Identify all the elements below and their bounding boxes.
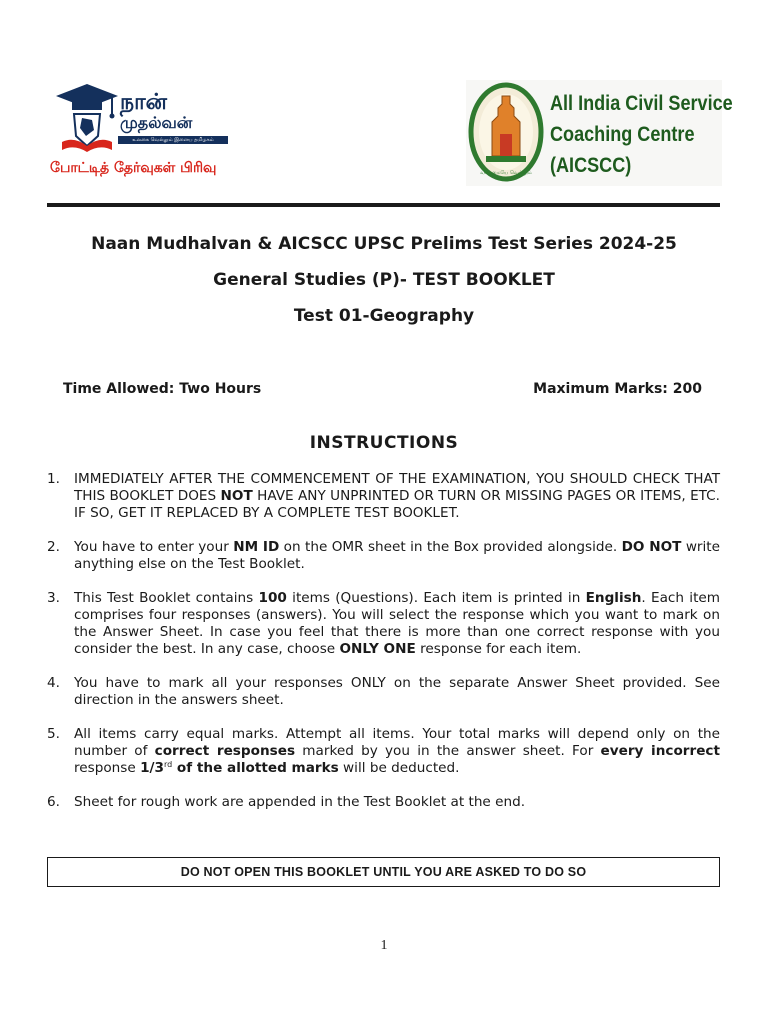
item-number: 1. [47, 471, 60, 487]
text: response [74, 760, 141, 776]
aicscc-line3: (AICSCC) [550, 154, 632, 177]
item-number: 2. [47, 539, 60, 555]
text: write anything else on the Test Booklet. [74, 539, 720, 572]
text: Sheet for rough work are appended in the Test Booklet at the end. [74, 794, 526, 810]
text-bold: English [585, 590, 642, 606]
aicscc-logo [466, 80, 733, 186]
page-number: 1 [380, 938, 388, 953]
text-bold: DO NOT [621, 539, 682, 555]
series-title: Naan Mudhalvan & AICSCC UPSC Prelims Test Series 2024-25 [91, 234, 677, 254]
logo-tagline: போட்டித் தேர்வுகள் பிரிவு [50, 160, 217, 176]
seal-text: வாய்மையே வெல்லும் [480, 170, 532, 176]
text: marked by you in the answer sheet. For [295, 743, 601, 759]
time-allowed: Time Allowed: Two Hours [63, 381, 262, 397]
text-bold: NM ID [233, 539, 280, 555]
instruction-item [47, 675, 720, 709]
text: All items carry equal marks. Attempt all items. Your total marks will depend only on the number of [74, 726, 720, 759]
logo-subtitle: முதல்வன் [120, 113, 193, 132]
item-number: 4. [47, 675, 60, 691]
text-bold: ONLY ONE [339, 641, 416, 657]
text: items (Questions). Each item is printed in [286, 590, 586, 606]
aicscc-name [550, 88, 733, 181]
text: This Test Booklet contains [74, 590, 259, 606]
text: HAVE ANY UNPRINTED OR TURN OR MISSING PAGES OR ITEMS, ETC. IF SO, GET IT REPLACED BY A COMPLETE TEST BOOKLET. [74, 488, 720, 521]
graduation-cap-icon [52, 80, 122, 156]
tamil-nadu-seal-icon [468, 82, 544, 184]
item-number: 6. [47, 794, 60, 810]
text: . Each item comprises four responses (answers). You will select the response which you want to mark on the Answer Sheet. In case you feel that there is more than one correct response with you consider the best. In any case, choose [74, 590, 720, 657]
text-bold: of the allotted marks [172, 760, 339, 776]
instruction-item [47, 539, 720, 573]
text-bold: 100 [258, 590, 287, 606]
instruction-item [47, 726, 720, 777]
instructions-list [47, 471, 720, 828]
text: will be deducted. [338, 760, 460, 776]
booklet-title: General Studies (P)- TEST BOOKLET [213, 270, 555, 290]
text-bold: correct responses [154, 743, 296, 759]
text: IMMEDIATELY AFTER THE COMMENCEMENT OF THE EXAMINATION, YOU SHOULD CHECK THAT THIS BOOKLET DOES [74, 471, 720, 504]
aicscc-line2: Coaching Centre [550, 123, 695, 146]
text: You have to enter your [74, 539, 234, 555]
instruction-item [47, 471, 720, 522]
logo-title: நான் [120, 90, 167, 115]
text: You have to mark all your responses ONLY on the separate Answer Sheet provided. See direction in the answers sheet. [74, 675, 720, 708]
maximum-marks: Maximum Marks: 200 [533, 381, 702, 397]
do-not-open-notice: DO NOT OPEN THIS BOOKLET UNTIL YOU ARE ASKED TO DO SO [47, 857, 720, 887]
instruction-item [47, 590, 720, 658]
text: response for each item. [415, 641, 582, 657]
item-number: 3. [47, 590, 60, 606]
test-title: Test 01-Geography [293, 306, 475, 326]
naan-mudhalvan-logo [48, 80, 258, 180]
instructions-heading: INSTRUCTIONS [309, 433, 459, 453]
text-bold: every incorrect [600, 743, 720, 759]
logo-strip: உலகை வெல்லும் இளைய தமிழகம் [118, 136, 228, 144]
text: on the OMR sheet in the Box provided alongside. [279, 539, 622, 555]
aicscc-line1: All India Civil Service [550, 92, 733, 115]
item-number: 5. [47, 726, 60, 742]
header-divider [47, 203, 720, 207]
instruction-item [47, 794, 720, 811]
text-bold: NOT [220, 488, 253, 504]
text-bold: 1/3 [140, 760, 164, 776]
superscript: rd [163, 760, 173, 769]
